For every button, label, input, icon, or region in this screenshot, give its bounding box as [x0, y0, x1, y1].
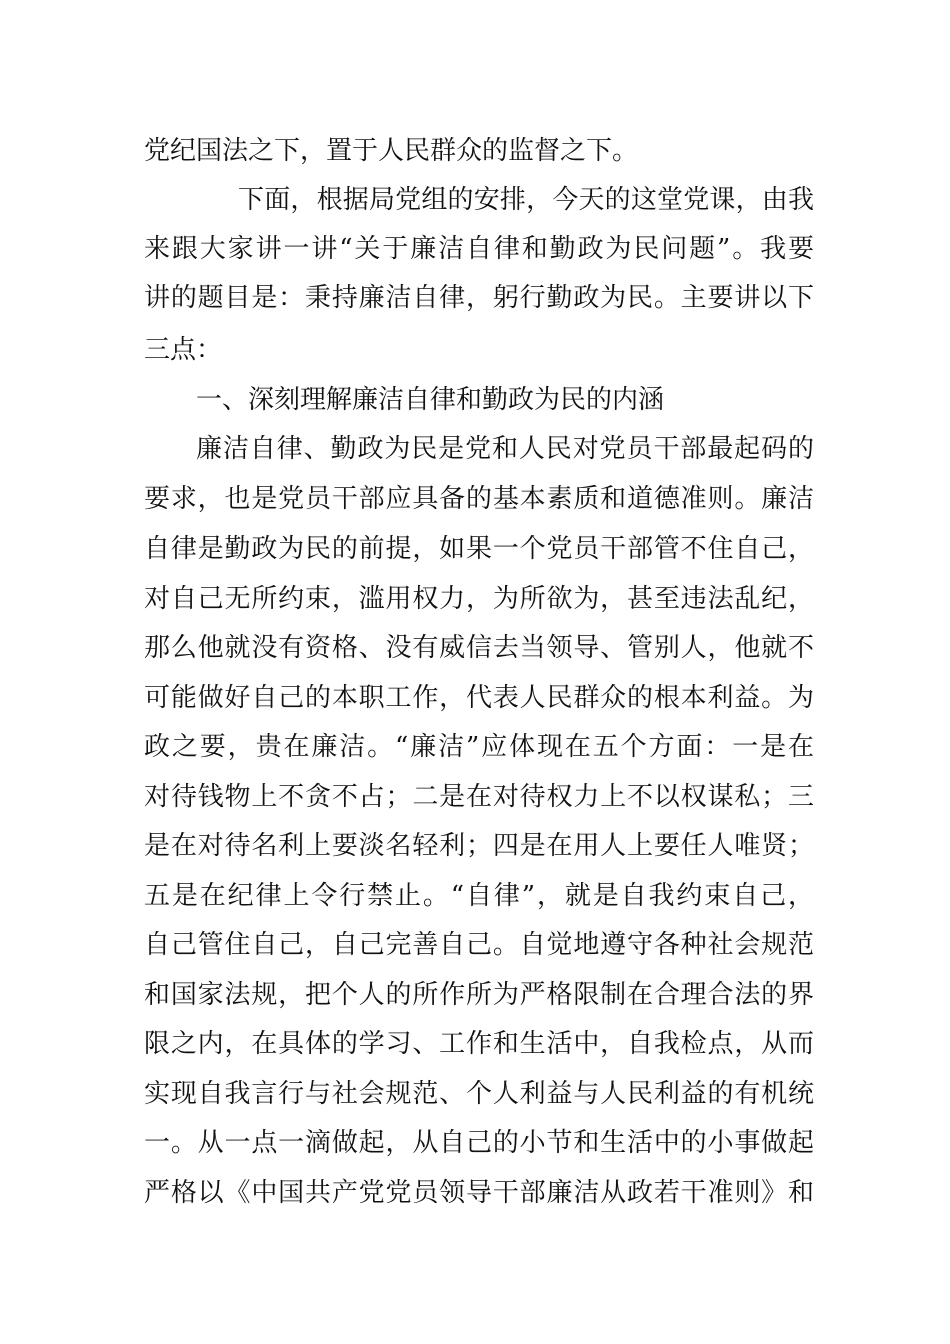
text-line: 三点： [144, 335, 223, 365]
text-line: 那么他就没有资格、没有威信去当领导、管别人，他就不 [144, 633, 814, 663]
text-line: 限之内，在具体的学习、工作和生活中，自我检点，从而 [144, 1029, 814, 1059]
text-line: 来跟大家讲一讲“关于廉洁自律和勤政为民问题”。我要 [144, 234, 814, 264]
text-line: 对待钱物上不贪不占；二是在对待权力上不以权谋私；三 [144, 782, 814, 812]
text-line: 廉洁自律、勤政为民是党和人民对党员干部最起码的 [196, 434, 814, 464]
text-line: 要求，也是党员干部应具备的基本素质和道德准则。廉洁 [144, 484, 814, 514]
section-heading: 一、深刻理解廉洁自律和勤政为民的内涵 [196, 385, 665, 415]
text-line: 政之要，贵在廉洁。“廉洁”应体现在五个方面：一是在 [144, 732, 814, 762]
text-line: 讲的题目是：秉持廉洁自律，躬行勤政为民。主要讲以下 [144, 283, 814, 313]
text-line: 是在对待名利上要淡名轻利；四是在用人上要任人唯贤； [144, 831, 814, 861]
text-line: 一。从一点一滴做起，从自己的小节和生活中的小事做起 [144, 1128, 814, 1158]
text-line: 党纪国法之下，置于人民群众的监督之下。 [144, 136, 639, 166]
text-line: 对自己无所约束，滥用权力，为所欲为，甚至违法乱纪， [144, 584, 814, 614]
text-line: 严格以《中国共产党党员领导干部廉洁从政若干准则》和 [144, 1178, 814, 1208]
text-line: 自己管住自己，自己完善自己。自觉地遵守各种社会规范 [144, 930, 814, 960]
text-line: 五是在纪律上令行禁止。“自律”，就是自我约束自己， [144, 881, 814, 911]
text-line: 可能做好自己的本职工作，代表人民群众的根本利益。为 [144, 683, 814, 713]
text-line: 实现自我言行与社会规范、个人利益与人民利益的有机统 [144, 1079, 814, 1109]
text-line: 和国家法规，把个人的所作所为严格限制在合理合法的界 [144, 980, 814, 1010]
text-line: 下面，根据局党组的安排，今天的这堂党课，由我 [238, 185, 814, 215]
text-line: 自律是勤政为民的前提，如果一个党员干部管不住自己， [144, 534, 814, 564]
